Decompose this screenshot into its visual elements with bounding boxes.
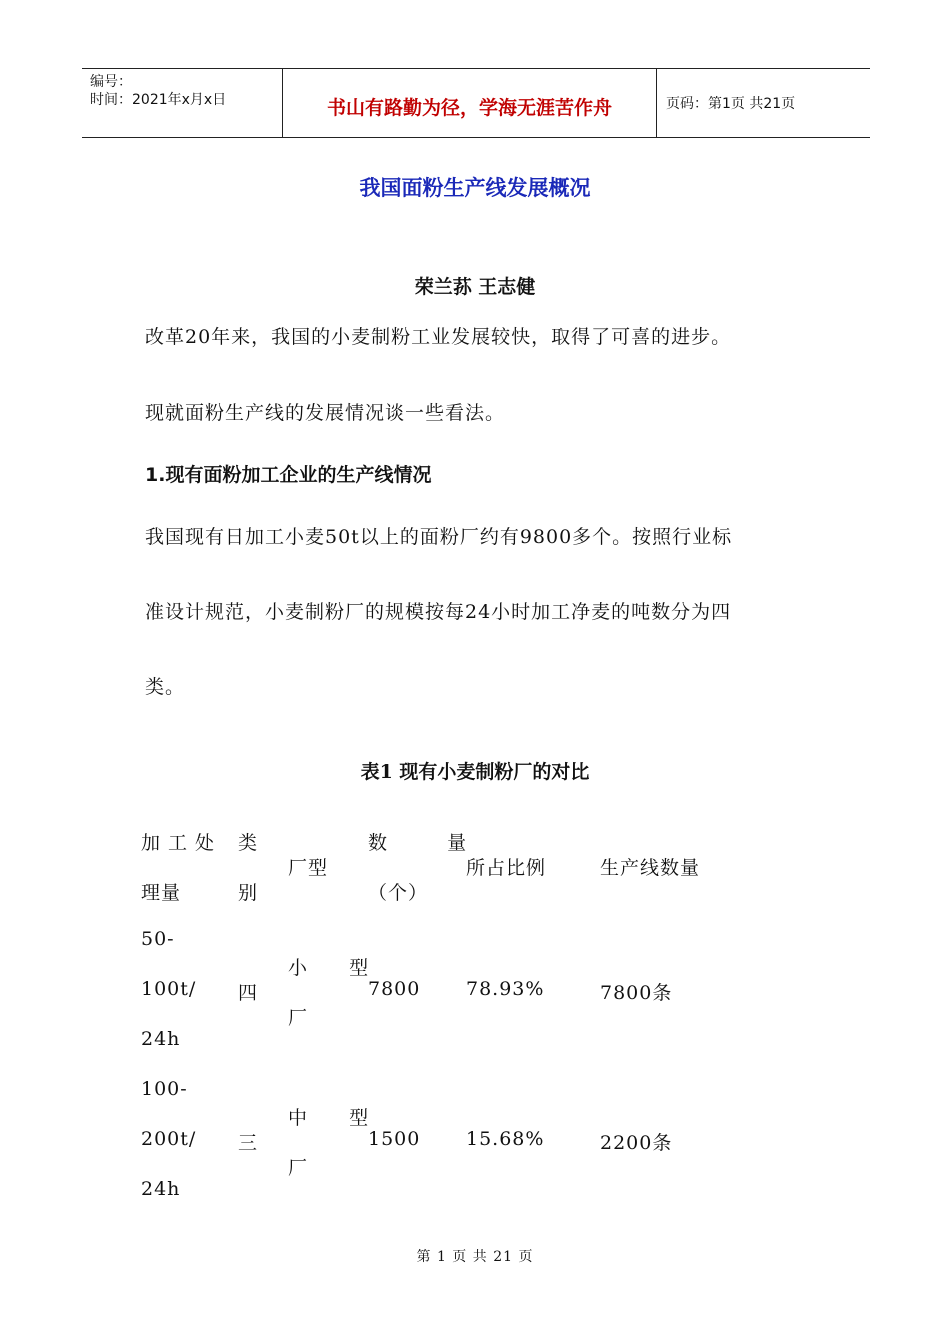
- paragraph-line: 我国现有日加工小麦50t以上的面粉厂约有9800多个。按照行业标: [145, 526, 733, 548]
- header-count: 数 量: [368, 832, 483, 854]
- header-lines: 生产线数量: [600, 857, 701, 879]
- header-motto-cell: [282, 69, 657, 137]
- header-category: 类: [238, 832, 259, 854]
- row-type: 小 型: [288, 957, 379, 979]
- row-ratio: 78.93%: [466, 978, 545, 1000]
- row-lines: 7800条: [600, 982, 673, 1004]
- document-number-label: 编号：: [90, 74, 132, 90]
- header-capacity: 理量: [141, 882, 182, 904]
- row-ratio: 15.68%: [466, 1128, 545, 1150]
- document-time-label: 时间：2021年x月x日: [90, 92, 227, 108]
- header-count: （个）: [368, 882, 429, 904]
- paragraph-line: 类。: [145, 676, 186, 698]
- header-ratio: 所占比例: [466, 857, 547, 879]
- header-capacity: 加工处: [141, 832, 223, 854]
- row-capacity: 24h: [141, 1028, 181, 1050]
- header-type: 厂型: [288, 857, 329, 879]
- row-lines: 2200条: [600, 1132, 673, 1154]
- row-type: 厂: [288, 1157, 309, 1179]
- document-author: 荣兰荪 王志健: [414, 276, 536, 298]
- table-caption: 表1 现有小麦制粉厂的对比: [360, 761, 590, 783]
- page-footer: 第 1 页 共 21 页: [416, 1249, 534, 1265]
- row-capacity: 24h: [141, 1178, 181, 1200]
- row-capacity: 200t/: [141, 1128, 197, 1150]
- section-heading-1: 1.现有面粉加工企业的生产线情况: [145, 464, 432, 486]
- row-capacity: 50-: [141, 928, 175, 950]
- paragraph-line: 准设计规范，小麦制粉厂的规模按每24小时加工净麦的吨数分为四: [145, 601, 732, 623]
- paragraph-intro-2: 现就面粉生产线的发展情况谈一些看法。: [145, 402, 506, 424]
- row-type: 厂: [288, 1007, 309, 1029]
- header-left-cell: [82, 69, 282, 137]
- row-count: 7800: [368, 978, 421, 1000]
- document-title: 我国面粉生产线发展概况: [359, 176, 591, 200]
- row-count: 1500: [368, 1128, 421, 1150]
- header-category: 别: [238, 882, 259, 904]
- header-right-cell: [656, 69, 870, 137]
- page-header: [82, 68, 870, 138]
- row-type: 中 型: [288, 1107, 379, 1129]
- header-motto: 书山有路勤为径，学海无涯苦作舟: [326, 97, 612, 119]
- header-page-info: 页码：第1页 共21页: [666, 96, 796, 112]
- row-category: 四: [238, 982, 259, 1004]
- paragraph-intro: 改革20年来，我国的小麦制粉工业发展较快，取得了可喜的进步。: [145, 326, 732, 348]
- row-capacity: 100t/: [141, 978, 197, 1000]
- row-category: 三: [238, 1132, 259, 1154]
- row-capacity: 100-: [141, 1078, 188, 1100]
